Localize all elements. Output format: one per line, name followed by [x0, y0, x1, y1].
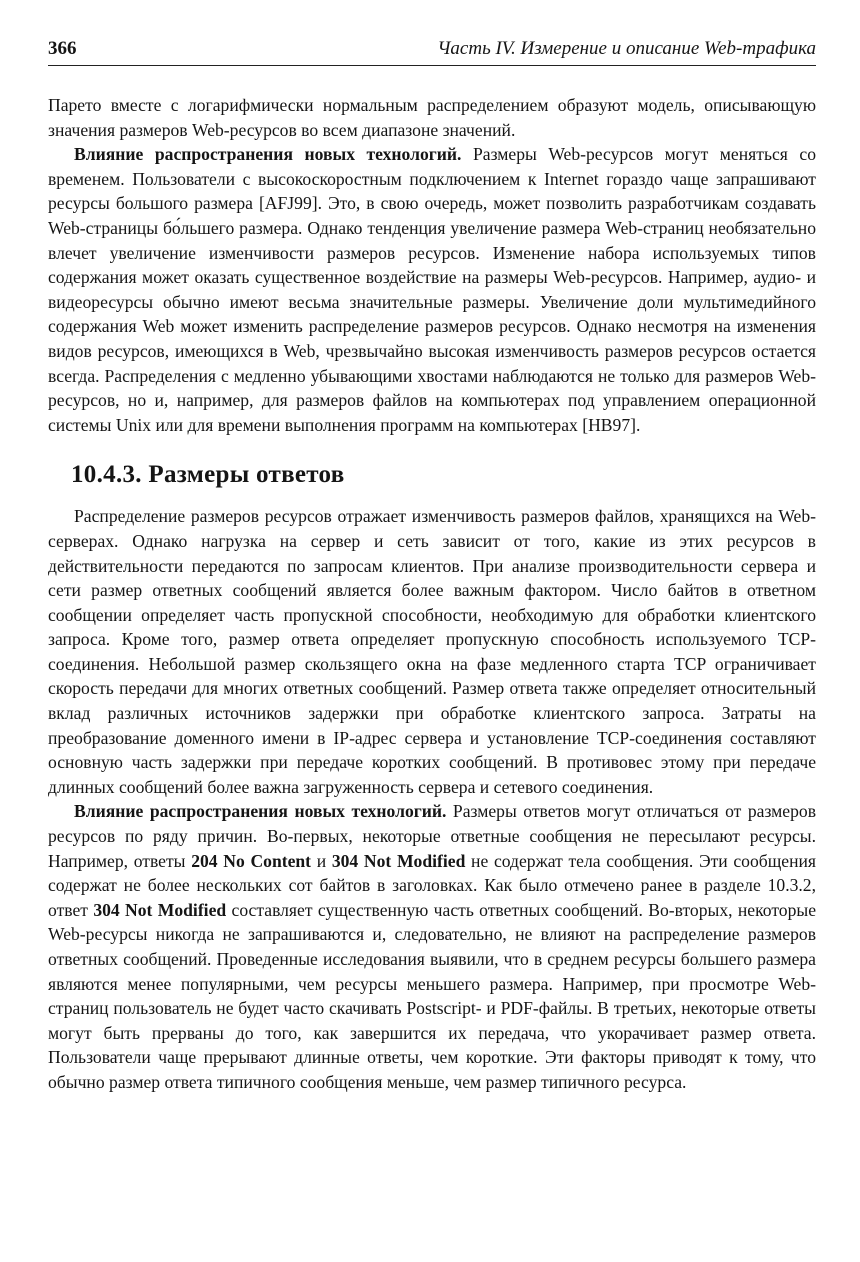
paragraph-lead: Влияние распространения новых технологий. — [74, 144, 462, 165]
paragraph-text: составляет существенную часть ответных сообщений. Во-вторых, некоторые Web-ресурсы никогда не запрашиваются и, следовательно, не влияют на распределение размеров ответных сообщений. Проведенные исследования выявили, что в среднем ресурсы большего размера являются менее популярными, чем ресурсы меньшего размера. Например, при просмотре Web-страниц пользователь не будет часто скачивать Postscript- и PDF-файлы. В третьих, некоторые ответы могут быть прерваны до того, как завершится их передача, что укорачивает размер ответа. Пользователи чаще прерывают длинные ответы, чем короткие. Эти факторы приводят к тому, что обычно размер ответа типичного сообщения меньше, чем размер типичного ресурса. — [48, 899, 816, 1092]
running-title: Часть IV. Измерение и описание Web-трафика — [437, 38, 816, 59]
paragraph-technology-influence — [48, 142, 816, 437]
paragraph-text: Размеры ответов могут отличаться от размеров ресурсов по ряду причин. Во-первых, некоторые ответные сообщения не пересылают ресурсы. Например, ответы — [48, 801, 817, 871]
paragraph-text: не содержат тела сообщения. Эти сообщения содержат не более нескольких сот байтов в заголовках. Как было отмечено ранее в разделе 10.3.2, ответ — [48, 850, 816, 920]
paragraph-text: Парето вместе с логарифмически нормальным распределением образуют модель, описывающую значения размеров Web-ресурсов во всем диапазоне значений. — [48, 95, 816, 140]
status-code-304: 304 Not Modified — [331, 850, 466, 871]
status-code-204: 204 No Content — [191, 850, 312, 871]
paragraph-technology-influence-responses — [48, 799, 816, 1094]
running-header — [48, 38, 816, 66]
section-heading: 10.4.3. Размеры ответов — [71, 461, 345, 489]
paragraph-text: и — [311, 850, 332, 871]
body-text — [48, 93, 816, 1095]
paragraph-response-sizes — [48, 504, 816, 799]
paragraph-text: Размеры Web-ресурсов могут меняться со временем. Пользователи с высокоскоростным подключением к Internet гораздо чаще запрашивают ресурсы большого размера [AFJ99]. Это, в свою очередь, может позволить разработчикам создавать Web-страницы бо́льшего размера. Однако тенденция увеличение размера Web-страниц необязательно влечет увеличение изменчивости размеров ресурсов. Изменение набора используемых типов содержания может оказать существенное воздействие на размеры Web-ресурсов. Например, аудио- и видеоресурсы обычно имеют весьма значительные размеры. Увеличение доли мультимедийного содержания Web может изменить распределение размеров ресурсов. Однако несмотря на изменения видов ресурсов, имеющихся в Web, чрезвычайно высокая изменчивость размеров ресурсов остается всегда. Распределения с медленно убывающими хвостами наблюдаются не только для размеров Web-ресурсов, но и, например, для размеров файлов на компьютерах под управлением операционной системы Unix или для времени выполнения программ на компьютерах [HB97]. — [48, 144, 816, 435]
paragraph-continuation — [48, 93, 816, 142]
page-number: 366 — [48, 38, 77, 59]
status-code-304: 304 Not Modified — [93, 899, 227, 920]
paragraph-lead: Влияние распространения новых технологий. — [74, 801, 447, 822]
paragraph-text: Распределение размеров ресурсов отражает изменчивость размеров файлов, хранящихся на Web-серверах. Однако нагрузка на сервер и сеть зависит от того, какие из этих ресурсов в действительности передаются по запросам клиентов. При анализе производительности сервера и сети размер ответных сообщений является более важным фактором. Число байтов в ответном сообщении определяет часть пропускной способности, необходимую для обработки клиентского запроса. Кроме того, размер ответа определяет пропускную способность используемого TCP-соединения. Небольшой размер скользящего окна на фазе медленного старта TCP ограничивает скорость передачи для многих ответных сообщений. Размер ответа также определяет относительный вклад различных источников задержки при обработке клиентского запроса. Затраты на преобразование доменного имени в IP-адрес сервера и установление TCP-соединения составляют основную часть задержки при передаче коротких сообщений. В противовес этому при передаче длинных сообщений более важна загруженность сервера и сетевого соединения. — [48, 506, 816, 797]
